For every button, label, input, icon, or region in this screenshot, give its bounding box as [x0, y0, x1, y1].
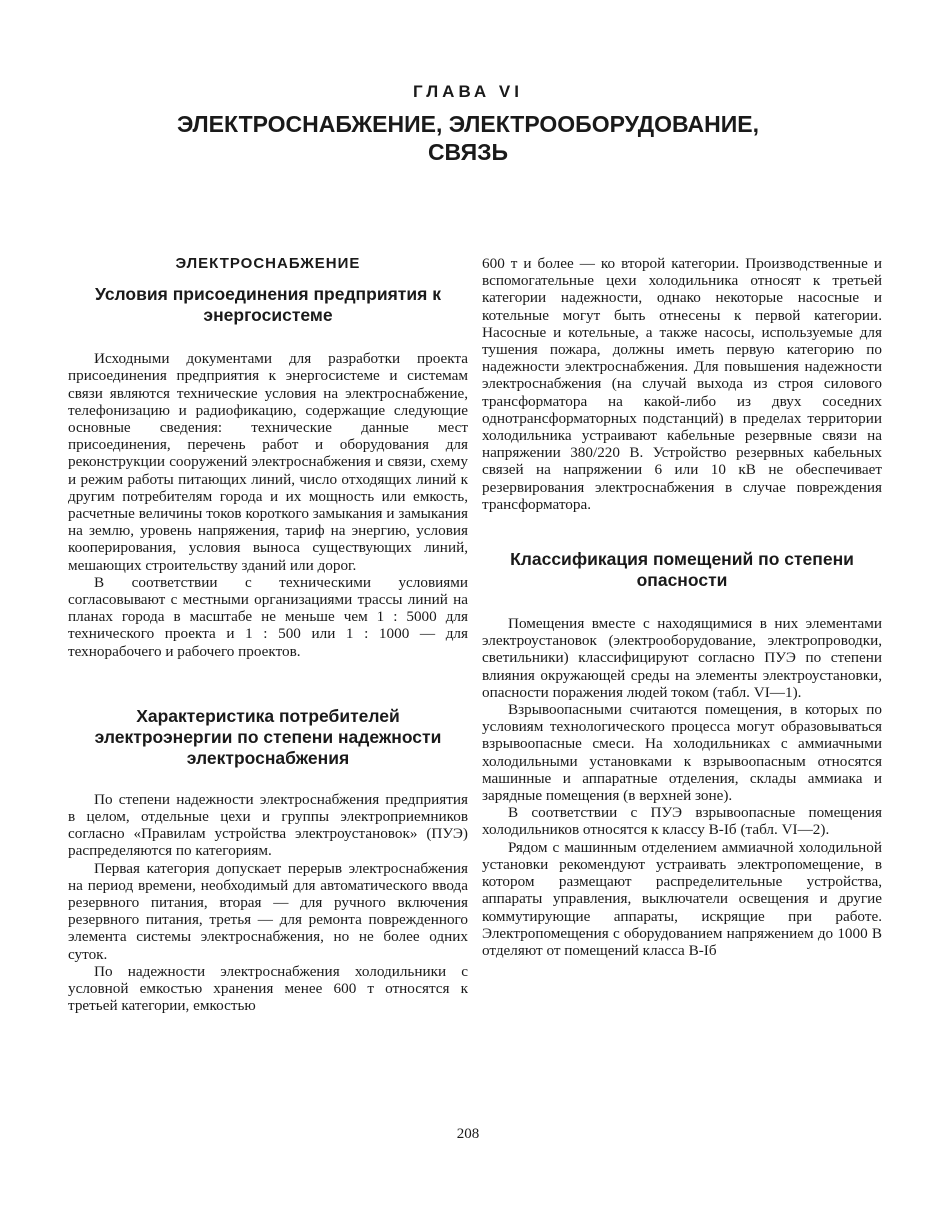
chapter-title-line2: СВЯЗЬ [427, 139, 509, 165]
paragraph: В соответствии с ПУЭ взрывоопасные помещения холодильников относятся к классу В-Iб (табл. VI—2). [482, 804, 882, 839]
right-column [482, 255, 882, 959]
paragraph: Взрывоопасными считаются помещения, в которых по условиям технологического процесса могут образовываться взрывоопасные смеси. На холодильниках с аммиачными холодильными установками к взрывоопасным относятся машинные и аппаратные отделения, склады аммиака и зарядные помещения (в верхней зоне). [482, 701, 882, 805]
heading-consumer-characteristics: Характеристика потребителей электроэнергии по степени надежности электроснабжения [94, 705, 442, 768]
paragraph: По степени надежности электроснабжения предприятия в целом, отдельные цехи и группы электроприемников согласно «Правилам устройства электроустановок» (ПУЭ) распределяются по категориям. [68, 790, 468, 860]
heading-connection-conditions: Условия присоединения предприятия к энергосистеме [95, 284, 441, 326]
paragraph: Помещения вместе с находящимися в них элементами электроустановок (электрооборудование, электропроводки, светильники) классифицируют согласно ПУЭ по степени влияния окружающей среды на элементы электроустановки, опасности поражения людей током (табл. VI—1). [482, 615, 882, 701]
chapter-title-line1: ЭЛЕКТРОСНАБЖЕНИЕ, ЭЛЕКТРООБОРУДОВАНИЕ, [177, 111, 759, 137]
heading-room-classification: Классификация помещений по степени опасности [510, 549, 854, 591]
paragraph: 600 т и более — ко второй категории. Производственные и вспомогательные цехи холодильника относят к третьей категории надежности, однако некоторые насосные и котельные могут быть отнесены к первой категории. Насосные и котельные, а также насосы, используемые для тушения пожара, должны иметь первую категорию по надежности электроснабжения. Для повышения надежности электроснабжения (на случай выхода из строя силового трансформатора на какой-либо из двух соседних однотрансформаторных подстанций) в пределах территории холодильника устраивают кабельные резервные связи на напряжении 380/220 В. Устройство резервных кабельных связей на напряжении 6 или 10 кВ не обеспечивает резервирования электроснабжения в случае повреждения трансформатора. [482, 255, 882, 513]
chapter-title [0, 110, 936, 166]
left-column [68, 255, 468, 1015]
paragraph: По надежности электроснабжения холодильники с условной емкостью хранения менее 600 т относятся к третьей категории, емкостью [68, 962, 468, 1015]
paragraph: В соответствии с техническими условиями согласовывают с местными организациями трассы линий на планах города в масштабе не меньше чем 1 : 5000 для технического проекта и 1 : 500 или 1 : 1000 — для технорабочего и рабочего проектов. [68, 573, 468, 660]
chapter-label: ГЛАВА VI [413, 82, 523, 101]
page-number: 208 [456, 1126, 480, 1142]
paragraph: Рядом с машинным отделением аммиачной холодильной установки рекомендуют устраивать электропомещение, в котором размещают распределительные устройства, аппараты управления, выключатели освещения и другие коммутирующие аппараты, искрящие при работе. Электропомещения с оборудованием напряжением до 1000 В отделяют от помещений класса В-Iб [482, 838, 882, 959]
section-title: ЭЛЕКТРОСНАБЖЕНИЕ [175, 255, 361, 272]
paragraph: Первая категория допускает перерыв электроснабжения на период времени, необходимый для автоматического ввода резервного питания, вторая — для ручного включения резервного питания, третья — для ремонта поврежденного элемента системы электроснабжения, но не более одних суток. [68, 859, 468, 963]
paragraph: Исходными документами для разработки проекта присоединения предприятия к энергосистеме и системам связи являются технические условия на электроснабжение, телефонизацию и радиофикацию, содержащие следующие основные сведения: технические данные мест присоединения, перечень работ и оборудования для реконструкции сооружений электроснабжения и связи, схему и режим работы питающих линий, число отходящих линий к другим потребителям города и их мощность или емкость, расчетные величины токов короткого замыкания и замыкания на землю, уровень напряжения, тариф на энергию, условия кооперирования, условия выноса существующих линий, мешающих строительству зданий или дорог. [68, 350, 468, 574]
